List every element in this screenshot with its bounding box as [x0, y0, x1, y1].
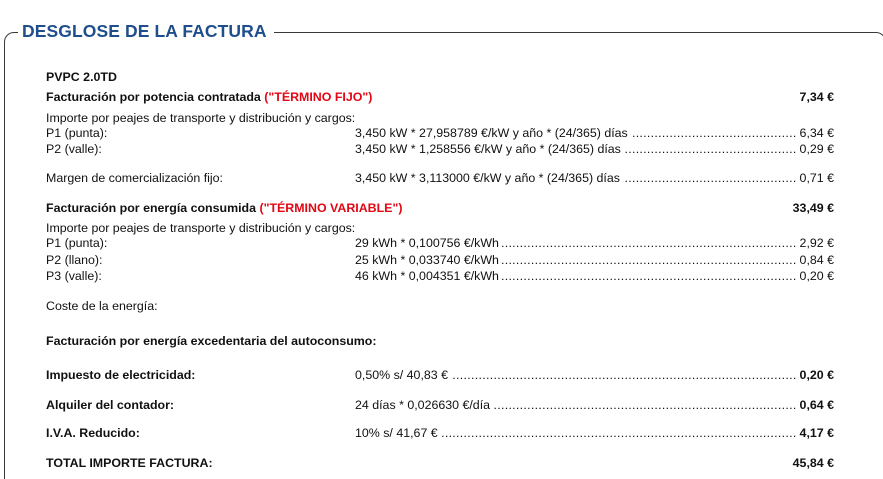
fixed-tolls-label: Importe por peajes de transporte y distribución y cargos: [46, 111, 356, 125]
electricity-tax-detail: 0,50% s/ 40,83 € [355, 368, 451, 382]
vat-row: I.V.A. Reducido: ..... 10% s/ 41,67 € 4,17 € [46, 425, 834, 441]
tariff-label: PVPC 2.0TD [46, 70, 117, 84]
section-heading: DESGLOSE DE LA FACTURA [18, 20, 274, 42]
fixed-row-p2-amount: 0,29 € [797, 141, 834, 157]
variable-term-header [46, 200, 834, 216]
variable-row-p2: P2 (llano): ..... 25 kWh * 0,033740 €/kWh 0,84 € [46, 252, 834, 268]
variable-tolls-label: Importe por peajes de transporte y distribución y cargos: [46, 221, 356, 235]
variable-row-p1: P1 (punta): ..... 29 kWh * 0,100756 €/kWh 2,92 € [46, 235, 834, 251]
variable-row-p1-amount: 2,92 € [797, 235, 834, 251]
meter-rental-row: Alquiler del contador: ..... 24 días * 0,026630 €/día 0,64 € [46, 397, 834, 413]
fixed-term-header [46, 89, 834, 105]
fixed-margin-detail: 3,450 kW * 3,113000 €/kW y año * (24/365) días [355, 171, 623, 185]
fixed-term-total: 7,34 € [797, 89, 834, 105]
fixed-row-p1-detail: 3,450 kW * 27,958789 €/kW y año * (24/365) días [355, 126, 631, 140]
variable-term-tag: ("TÉRMINO VARIABLE") [259, 201, 403, 215]
variable-term-title: Facturación por energía consumida [46, 201, 256, 215]
fixed-margin-amount: 0,71 € [797, 170, 834, 186]
electricity-tax-row: Impuesto de electricidad: ..... 0,50% s/ 40,83 € 0,20 € [46, 367, 834, 383]
variable-row-p2-detail: 25 kWh * 0,033740 €/kWh [355, 253, 502, 267]
variable-row-p3-amount: 0,20 € [797, 268, 834, 284]
electricity-tax-amount: 0,20 € [797, 367, 834, 383]
vat-detail: 10% s/ 41,67 € [355, 426, 441, 440]
surplus-row: Facturación por energía excedentaria del autoconsumo: [46, 333, 834, 349]
variable-row-p1-detail: 29 kWh * 0,100756 €/kWh [355, 236, 502, 250]
variable-row-p3-detail: 46 kWh * 0,004351 €/kWh [355, 269, 502, 283]
meter-rental-amount: 0,64 € [797, 397, 834, 413]
invoice-total-row [46, 455, 834, 471]
fixed-term-title: Facturación por potencia contratada [46, 90, 261, 104]
vat-amount: 4,17 € [797, 425, 834, 441]
variable-term-total: 33,49 € [790, 200, 834, 216]
fixed-row-p1: P1 (punta): ..... 3,450 kW * 27,958789 €/kW y año * (24/365) días 6,34 € [46, 125, 834, 141]
variable-row-p2-amount: 0,84 € [797, 252, 834, 268]
fixed-row-p2-detail: 3,450 kW * 1,258556 €/kW y año * (24/365) días [355, 142, 624, 156]
fixed-term-tag: ("TÉRMINO FIJO") [264, 90, 373, 104]
fixed-row-p1-amount: 6,34 € [797, 125, 834, 141]
meter-rental-detail: 24 días * 0,026630 €/día [355, 398, 493, 412]
fixed-row-p2: P2 (valle): ..... 3,450 kW * 1,258556 €/kW y año * (24/365) días 0,29 € [46, 141, 834, 157]
variable-row-p3: P3 (valle): ..... 46 kWh * 0,004351 €/kWh 0,20 € [46, 268, 834, 284]
invoice-total-amount: 45,84 € [790, 455, 834, 471]
fixed-margin-row: Margen de comercialización fijo: ..... 3,450 kW * 3,113000 €/kW y año * (24/365) días 0,71 € [46, 170, 834, 186]
energy-cost-row: Coste de la energía: [46, 298, 834, 314]
invoice-total-label: TOTAL IMPORTE FACTURA: [46, 456, 213, 470]
